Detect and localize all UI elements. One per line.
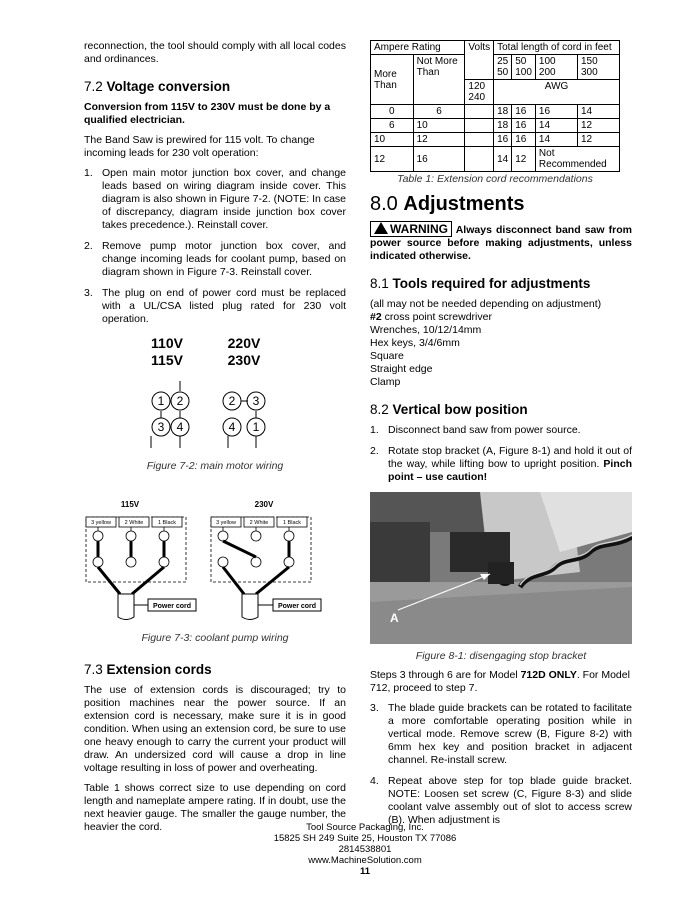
stop-bracket-photo bbox=[370, 492, 632, 644]
section-7-2-heading: 7.2 Voltage conversion bbox=[84, 79, 231, 94]
terminal-3: 3 bbox=[252, 394, 260, 408]
label-115v: 115V bbox=[120, 500, 140, 509]
header-volts-values: 120 240 bbox=[465, 80, 494, 105]
header-length: Total length of cord in feet bbox=[494, 41, 620, 55]
label-220v: 220V bbox=[227, 335, 261, 351]
header-not-more-than: Not More Than bbox=[413, 55, 465, 105]
warning-badge: WARNING bbox=[370, 221, 452, 237]
list-item: Straight edge bbox=[370, 363, 433, 375]
list-item: 4. Repeat above step for top blade guide bracket. NOTE: Loosen set screw (C, Figure 8-3) and slide coolant valve assembly out of slot to access screw (B). When adjustment is bbox=[370, 775, 632, 826]
terminal-1-black: 1 Black bbox=[282, 520, 302, 526]
table-row: 10 12 16 16 14 12 bbox=[371, 133, 620, 147]
company-name: Tool Source Packaging, Inc. bbox=[306, 822, 424, 833]
warning-paragraph: WARNING Always disconnect band saw from power source before making adjustments, unless indicated otherwise. bbox=[370, 222, 632, 262]
conversion-warning: Conversion from 115V to 230V must be done by a qualified electrician. bbox=[84, 101, 331, 126]
terminal-4: 4 bbox=[176, 420, 184, 434]
list-item: 2. Rotate stop bracket (A, Figure 8-1) and hold it out of the way, while lifting bow to upright position. Pinch point – use caution! bbox=[370, 445, 632, 483]
list-item: Square bbox=[370, 350, 404, 362]
terminal-2: 2 bbox=[228, 394, 236, 408]
tools-list: (all may not be needed depending on adjustment) #2 cross point screwdriver Wrenches, 10/12/14mm Hex keys, 3/4/6mm Square Straight edge Clamp bbox=[370, 298, 632, 389]
figure-8-1-caption: Figure 8-1: disengaging stop bracket bbox=[415, 650, 587, 662]
figure-7-3-caption: Figure 7-3: coolant pump wiring bbox=[141, 632, 289, 644]
left-column bbox=[84, 40, 346, 841]
company-address: 15825 SH 249 Suite 25, Houston TX 77086 bbox=[273, 833, 457, 844]
list-item: 3. The plug on end of power cord must be replaced with a UL/CSA listed plug rated for 230 volt operation. bbox=[84, 287, 346, 325]
label-110v: 110V bbox=[151, 335, 183, 351]
warning-triangle-icon bbox=[374, 222, 388, 234]
table-1-caption: Table 1: Extension cord recommendations bbox=[397, 173, 593, 185]
terminal-4: 4 bbox=[228, 420, 236, 434]
label-230v: 230V bbox=[254, 500, 274, 509]
terminal-2: 2 bbox=[176, 394, 184, 408]
list-item: Hex keys, 3/4/6mm bbox=[370, 337, 460, 349]
header-more-than: More Than bbox=[371, 55, 414, 105]
coolant-pump-wiring-diagram bbox=[84, 499, 346, 624]
page-footer bbox=[270, 822, 460, 877]
list-item: 3. The blade guide brackets can be rotated to facilitate a more comfortable operating position while in vertical mode. Remove screw (B, Figure 8-2) with 6mm hex key and position bracket in adjacent channel. Re-install screw. bbox=[370, 702, 632, 766]
header-volts: Volts bbox=[465, 41, 494, 80]
list-item: 1. Disconnect band saw from power source. bbox=[370, 424, 581, 436]
table-row: 6 10 18 16 14 12 bbox=[371, 119, 620, 133]
photo-label-a: A bbox=[390, 611, 399, 625]
label-115v: 115V bbox=[151, 352, 183, 368]
terminal-3-yellow: 3 yellow bbox=[216, 520, 236, 526]
extension-cords-text: The use of extension cords is discouraged; try to position machines near the power source. If an extension cord is necessary, make sure it is in good condition. When using an extension cord, be sure to use one heavy enough to carry the current your product will draw. An undersized cord will cause a drop in line voltage resulting in loss of power and overheating. bbox=[84, 684, 346, 774]
header-awg: AWG bbox=[494, 80, 620, 105]
terminal-2-white: 2 White bbox=[124, 520, 144, 526]
table-row: 12 16 14 12 Not Recommended bbox=[371, 147, 620, 172]
extension-cord-table bbox=[370, 40, 620, 172]
section-8-0-heading: 8.0 Adjustments bbox=[370, 193, 525, 215]
label-230v: 230V bbox=[227, 352, 261, 368]
terminal-2-white: 2 White bbox=[249, 520, 269, 526]
right-column bbox=[370, 40, 632, 835]
blade-guide-steps bbox=[370, 702, 632, 827]
intro-text: reconnection, the tool should comply with all local codes and ordinances. bbox=[84, 40, 346, 65]
main-motor-wiring-diagram bbox=[84, 334, 346, 454]
list-item: Clamp bbox=[370, 376, 401, 388]
section-7-3-heading: 7.3 Extension cords bbox=[84, 662, 212, 677]
section-8-2-heading: 8.2 Vertical bow position bbox=[370, 402, 528, 417]
power-cord-label: Power cord bbox=[152, 603, 192, 610]
conversion-steps bbox=[84, 167, 346, 326]
header-length-25-50: 25 50 bbox=[494, 55, 512, 80]
header-length-150-300: 150 300 bbox=[577, 55, 619, 80]
steps-note: Steps 3 through 6 are for Model 712D ONLY. For Model 712, proceed to step 7. bbox=[370, 669, 630, 694]
table-row: 0 6 18 16 16 14 bbox=[371, 105, 620, 119]
prewired-text: The Band Saw is prewired for 115 volt. To change incoming leads for 230 volt operation: bbox=[84, 134, 315, 159]
header-length-50-100: 50 100 bbox=[512, 55, 536, 80]
figure-7-2-caption: Figure 7-2: main motor wiring bbox=[146, 460, 284, 472]
terminal-3-yellow: 3 yellow bbox=[91, 520, 111, 526]
list-item: Wrenches, 10/12/14mm bbox=[370, 324, 482, 336]
terminal-1: 1 bbox=[252, 420, 260, 434]
company-website: www.MachineSolution.com bbox=[308, 855, 422, 866]
page-number: 11 bbox=[359, 866, 371, 877]
terminal-3: 3 bbox=[157, 420, 165, 434]
company-phone: 2814538801 bbox=[338, 844, 392, 855]
section-8-1-heading: 8.1 Tools required for adjustments bbox=[370, 276, 591, 291]
list-item: 2. Remove pump motor junction box cover, and change incoming leads for coolant pump, based on diagram shown in Figure 7-3. Reinstall cover. bbox=[84, 240, 346, 278]
power-cord-label: Power cord bbox=[277, 603, 317, 610]
header-ampere: Ampere Rating bbox=[371, 41, 465, 55]
terminal-1-black: 1 Black bbox=[157, 520, 177, 526]
vertical-bow-steps bbox=[370, 424, 632, 484]
list-item: #2 cross point screwdriver bbox=[370, 311, 492, 323]
terminal-1: 1 bbox=[157, 394, 165, 408]
list-item: 1. Open main motor junction box cover, and change leads based on wiring diagram inside cover. This diagram is also shown in Figure 7-2. (NOTE: In case of discrepancy, diagram inside junction box cover takes precedence.). Reinstall cover. bbox=[84, 167, 346, 231]
header-length-100-200: 100 200 bbox=[535, 55, 577, 80]
table-reference-text: Table 1 shows correct size to use depending on cord length and nameplate ampere rating. If in doubt, use the next heavier gauge. The smaller the gauge number, the heavier the cord. bbox=[84, 782, 346, 833]
